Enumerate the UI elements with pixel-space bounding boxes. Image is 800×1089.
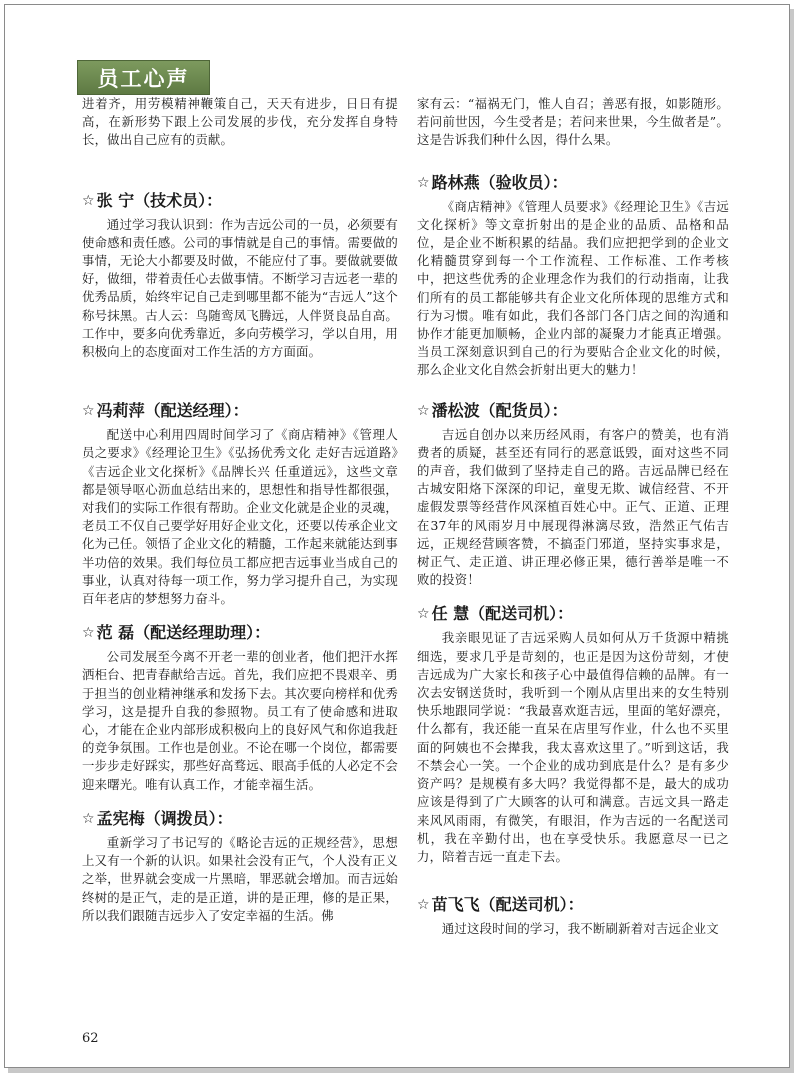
page-number: 62: [82, 1031, 99, 1046]
entry-feng-liping: [82, 400, 398, 608]
entry-lu-linyan: [417, 172, 729, 380]
entry-heading: [82, 808, 398, 830]
entry-name: 路林燕（验收员）：: [431, 172, 568, 192]
entry-name: 任 慧（配送司机）：: [431, 604, 574, 624]
star-icon: ☆: [82, 810, 95, 827]
star-icon: ☆: [417, 402, 430, 419]
star-icon: ☆: [417, 174, 430, 191]
star-icon: ☆: [82, 625, 95, 642]
entry-heading: [417, 172, 729, 194]
entry-heading: [82, 190, 398, 212]
entry-heading: [417, 894, 729, 916]
entry-ren-hui: [417, 603, 729, 866]
entry-name: 潘松波（配货员）：: [431, 400, 568, 420]
star-icon: ☆: [417, 897, 430, 914]
entry-paragraph: 配送中心利用四周时间学习了《商店精神》《管理人员之要求》《经理论卫生》《弘扬优秀文化 走好吉远道路》《吉远企业文化探析》《品牌长兴 任重道远》，这些文章都是领导呕心沥血总结出来的，思想性和指导性都很强，对我们的实际工作很有帮助。企业文化就是企业的灵魂，老员工不仅自己要学好用好企业文化，还要以传承企业文化为己任。领悟了企业文化的精髓，工作起来就能达到事半功倍的效果。我们每位员工都应把吉远事业当成自己的事业，认真对待每一项工作，努力学习提升自己，为实现百年老店的梦想努力奋斗。: [82, 427, 398, 607]
entry-name: 范 磊（配送经理助理）：: [96, 623, 271, 643]
entry-zhang-ning: [82, 190, 398, 362]
entry-meng-xianmei: [82, 808, 398, 925]
entry-name: 孟宪梅（调拨员）：: [96, 808, 233, 828]
entry-paragraph: 通过学习我认识到：作为吉远公司的一员，必须要有使命感和责任感。公司的事情就是自己的事情。需要做的事情，无论大小都要及时做，不能应付了事。要做就要做好，做细，带着责任心去做事情。不断学习吉远老一辈的优秀品质，始终牢记自己走到哪里都不能为“吉远人”这个称号抹黑。古人云：鸟随鸾凤飞腾远，人伴贤良品自高。工作中，要多向优秀靠近，多向劳模学习，学以自用，用积极向上的态度面对工作生活的方方面面。: [82, 216, 398, 360]
entry-paragraph: 重新学习了书记写的《略论吉远的正规经营》，思想上又有一个新的认识。如果社会没有正气，个人没有正义之举，世界就会变成一片黑暗，罪恶就会增加。而吉远始终树的是正气，走的是正道，讲的是正理，修的是正果，所以我们跟随吉远步入了安定幸福的生活。佛: [82, 834, 398, 923]
right-intro-paragraph: 家有云：“福祸无门，惟人自召；善恶有报，如影随形。若问前世因，今生受者是；若问来世果，今生做者是”。这是告诉我们种什么因，得什么果。: [417, 96, 729, 148]
left-intro-paragraph: 进着齐，用劳模精神鞭策自己，天天有进步，日日有提高，在新形势下跟上公司发展的步伐，充分发挥自身特长，做出自己应有的贡献。: [82, 96, 398, 148]
entry-name: 冯莉萍（配送经理）：: [96, 401, 249, 421]
star-icon: ☆: [417, 606, 430, 623]
left-column: [82, 95, 398, 925]
entry-fan-lei: [82, 622, 398, 794]
entry-paragraph: 公司发展至今离不开老一辈的创业者，他们把汗水挥洒柜台、把青春献给吉远。首先，我们应把不畏艰辛、勇于担当的创业精神继承和发扬下去。其次要向榜样和优秀学习，这是提升自我的参照物。员工有了使命感和进取心，才能在企业内部形成积极向上的良好风气和你追我赶的竞争氛围。工作也是创业。不论在哪一个岗位，都需要一步步走好踩实，那些好高骛远、眼高手低的人必定不会迎来曙光。唯有认真工作，才能幸福生活。: [82, 649, 398, 792]
entry-heading: [82, 400, 398, 422]
entry-pan-songbo: [417, 400, 729, 590]
star-icon: ☆: [82, 192, 95, 209]
entry-miao-feifei: [417, 894, 729, 938]
entry-heading: [417, 603, 729, 625]
entry-name: 张 宁（技术员）：: [96, 190, 223, 210]
right-column: [417, 95, 729, 938]
entry-heading: [82, 622, 398, 644]
entry-name: 苗飞飞（配送司机）：: [431, 895, 584, 915]
entry-heading: [417, 400, 729, 422]
section-title: 员工心声: [77, 60, 210, 95]
entry-paragraph: 吉远自创办以来历经风雨，有客户的赞美，也有消费者的质疑，甚至还有同行的恶意诋毁，面对这些不同的声音，我们做到了坚持走自己的路。吉远品牌已经在古城安阳烙下深深的印记，童叟无欺、诚信经营、不开虚假发票等经营作风深植百姓心中。正气、正道、正理在37年的风雨岁月中展现得淋漓尽致，浩然正气佑吉远，正规经营顾客赞，不搞歪门邪道，坚持实事求是，树正气、走正道、讲正理必修正果，德行善举是唯一不败的投资！: [417, 426, 729, 588]
entry-paragraph: 通过这段时间的学习，我不断刷新着对吉远企业文: [441, 921, 719, 937]
magazine-page: [4, 4, 790, 1068]
star-icon: ☆: [82, 403, 95, 420]
entry-paragraph: 我亲眼见证了吉远采购人员如何从万千货源中精挑细选，要求几乎是苛刻的，也正是因为这份苛刻，才使吉远成为广大家长和孩子心中最值得信赖的品牌。有一次去安钢送货时，我听到一个刚从店里出来的女生特别快乐地跟同学说：“我最喜欢逛吉远，里面的笔好漂亮，什么都有，我还能一直呆在店里写作业，什么也不买里面的阿姨也不会撵我，我太喜欢这里了。”听到这话，我不禁会心一笑。一个企业的成功到底是什么？是有多少资产吗？是规模有多大吗？我觉得都不是，最大的成功应该是得到了广大顾客的认可和满意。吉远文具一路走来风风雨雨，有微笑，有眼泪，作为吉远的一名配送司机，我在辛勤付出，也在享受快乐。我愿意尽一已之力，陪着吉远一直走下去。: [417, 630, 729, 864]
entry-paragraph: 《商店精神》《管理人员要求》《经理论卫生》《吉远文化探析》等文章折射出的是企业的品质、品格和品位，是企业不断积累的结晶。我们应把把学到的企业文化精髓贯穿到每一个工作流程、工作标准、工作考核中，把这些优秀的企业理念作为我们的行动指南，让我们所有的员工都能够共有企业文化所体现的思维方式和行为习惯。唯有如此，我们各部门各门店之间的沟通和协作才能更加顺畅，企业内部的凝聚力才能真正增强。当员工深刻意识到自己的行为要贴合企业文化的时候，那么企业文化自然会折射出更大的魅力！: [417, 198, 729, 378]
